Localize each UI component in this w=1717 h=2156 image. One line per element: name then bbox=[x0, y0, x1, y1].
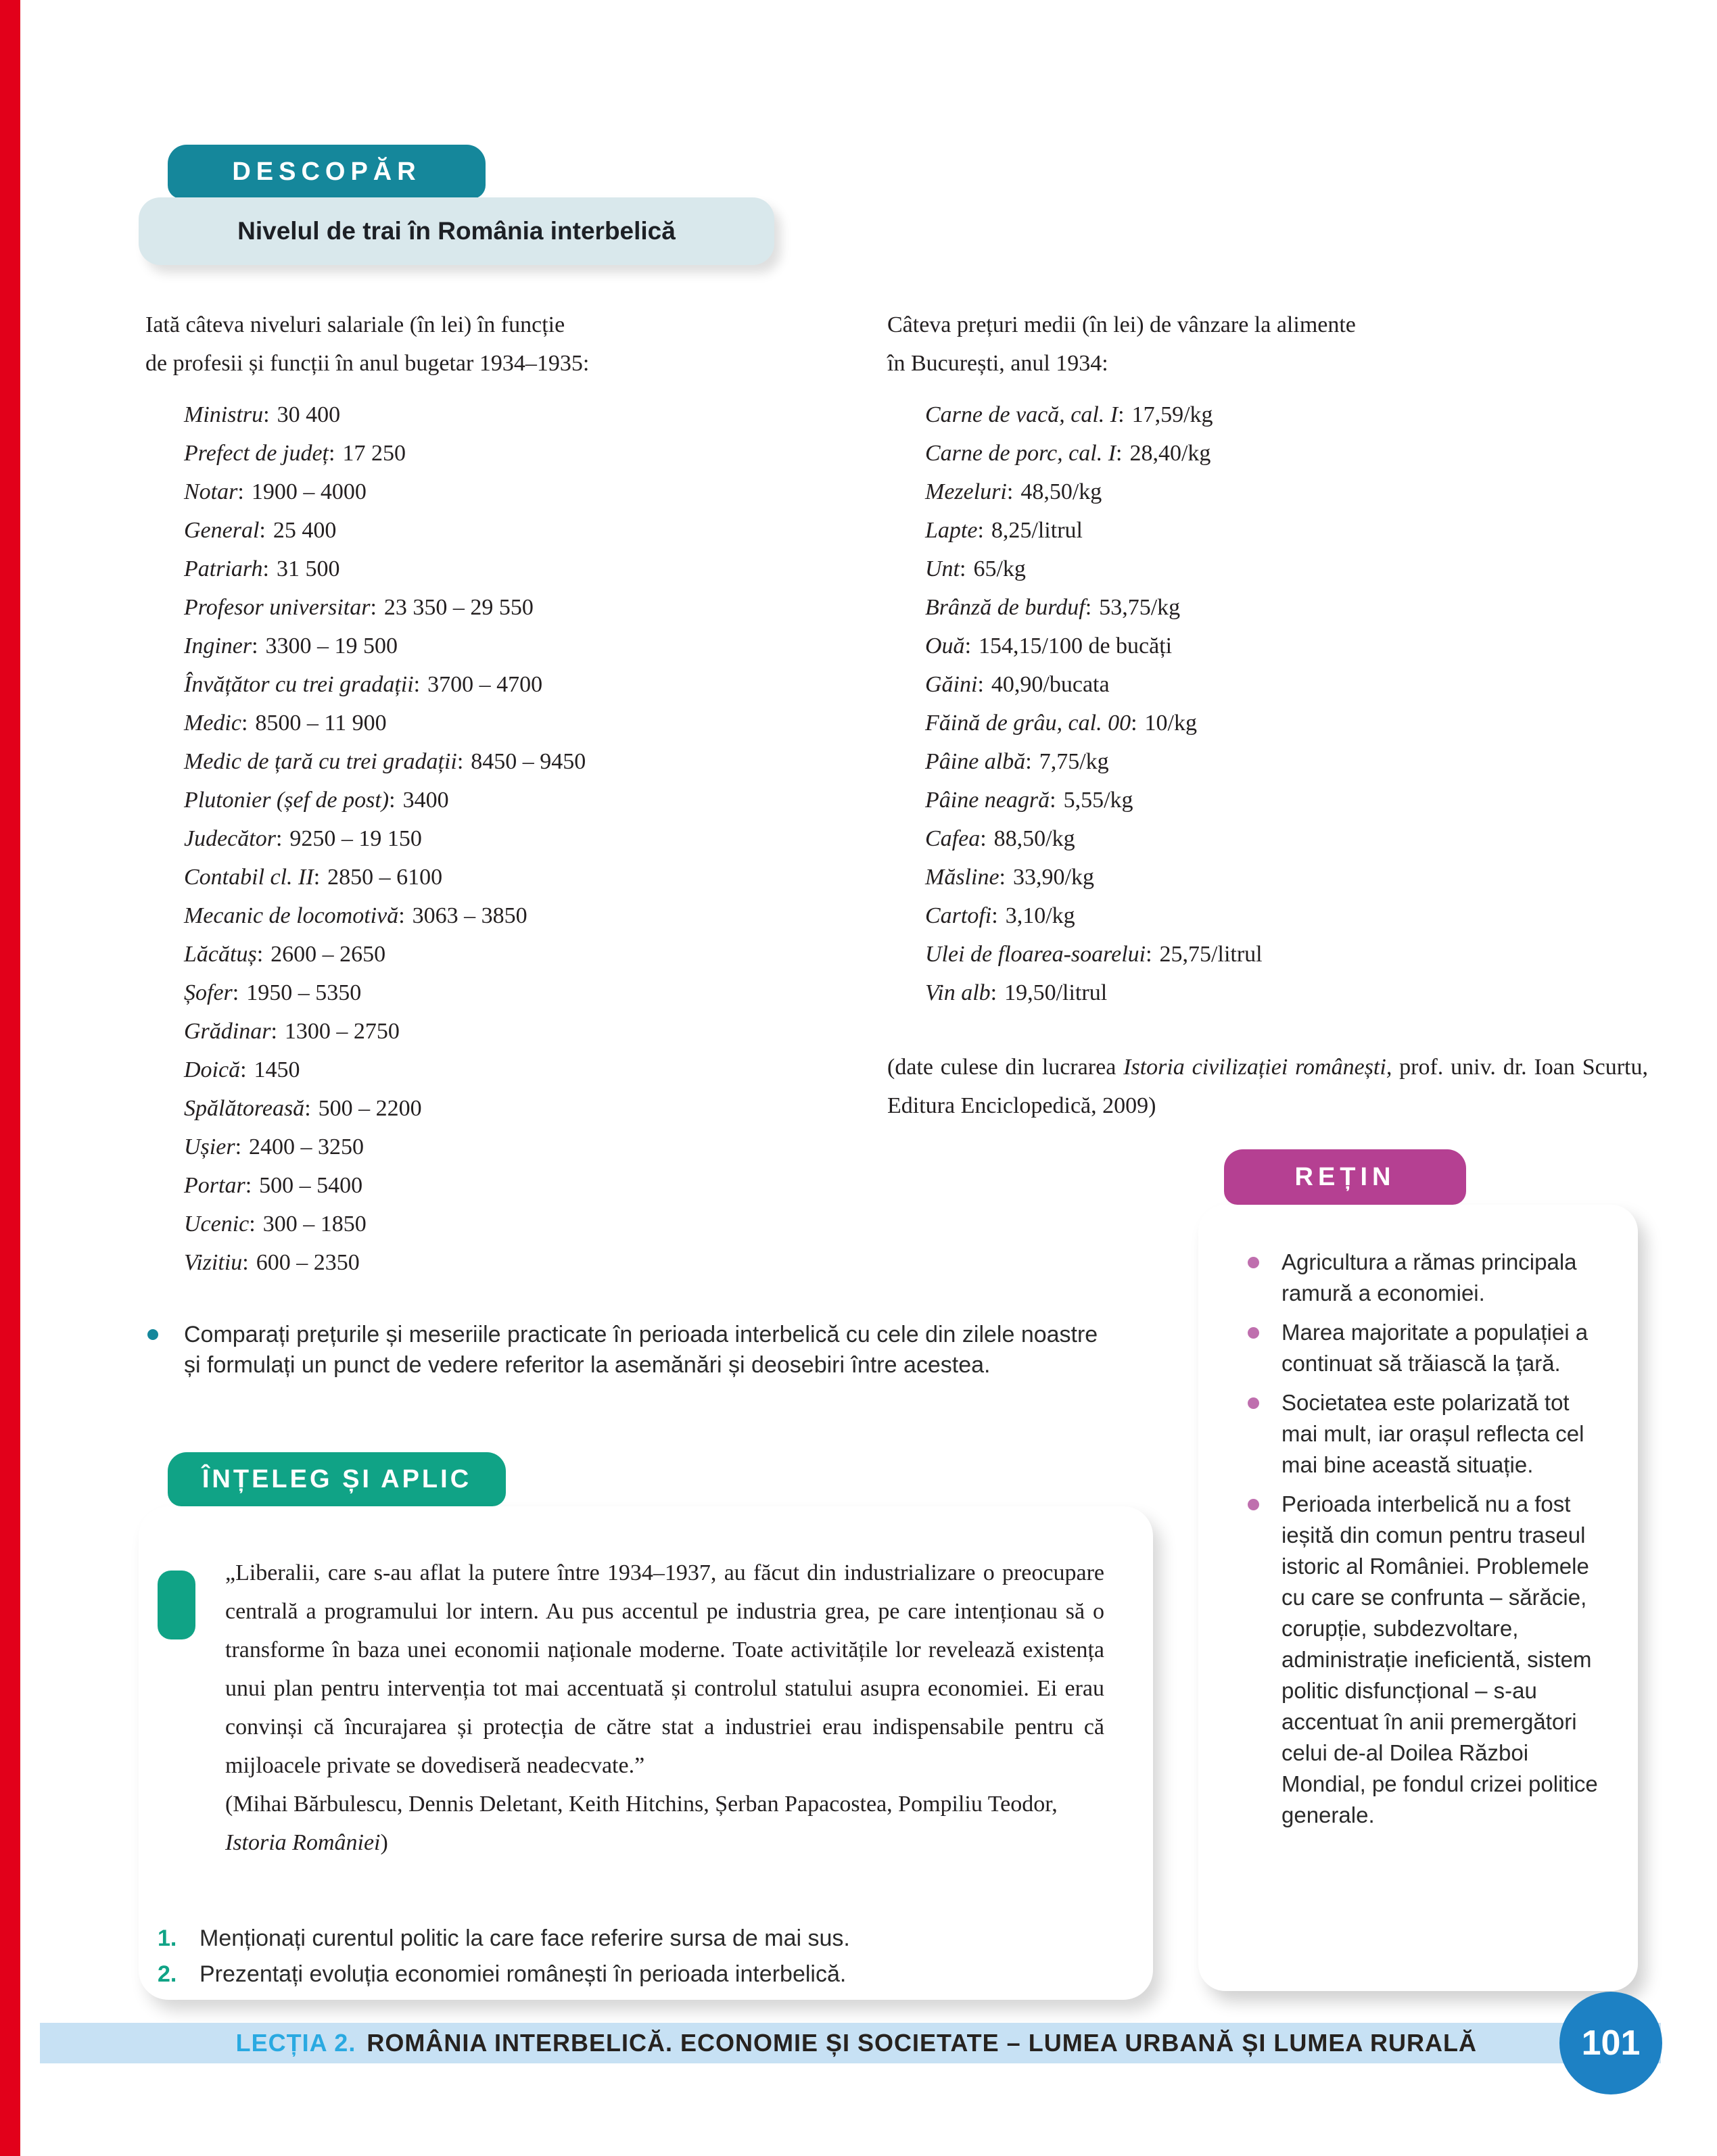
price-label: Carne de porc, cal. I bbox=[925, 441, 1116, 466]
salary-item bbox=[184, 1205, 586, 1243]
price-value: 40,90/bucata bbox=[991, 672, 1110, 697]
salary-value: 31 500 bbox=[276, 556, 340, 581]
separator: : bbox=[275, 826, 283, 851]
price-label: Brânză de burduf bbox=[925, 595, 1085, 620]
price-label: Unt bbox=[925, 556, 960, 581]
salary-item bbox=[184, 473, 586, 511]
salary-value: 500 – 5400 bbox=[259, 1173, 363, 1198]
separator: : bbox=[389, 788, 396, 813]
salary-item bbox=[184, 742, 586, 781]
price-label: Găini bbox=[925, 672, 978, 697]
salary-value: 1900 – 4000 bbox=[251, 479, 367, 504]
separator: : bbox=[991, 903, 998, 928]
salary-label: Mecanic de locomotivă bbox=[184, 903, 399, 928]
salary-label: Ucenic bbox=[184, 1212, 250, 1237]
separator: : bbox=[1116, 441, 1123, 466]
salary-label: Șofer bbox=[184, 980, 233, 1005]
salary-item bbox=[184, 627, 586, 665]
price-item bbox=[925, 781, 1263, 819]
separator: : bbox=[398, 903, 405, 928]
bullet-icon bbox=[147, 1329, 158, 1340]
price-label: Pâine albă bbox=[925, 749, 1026, 774]
separator: : bbox=[413, 672, 421, 697]
salary-value: 8450 – 9450 bbox=[471, 749, 586, 774]
salary-item bbox=[184, 550, 586, 588]
price-value: 154,15/100 de bucăți bbox=[979, 633, 1173, 658]
page-spine-bar bbox=[0, 0, 20, 2156]
salary-label: Medic de țară cu trei gradații bbox=[184, 749, 457, 774]
price-intro bbox=[887, 306, 1672, 383]
salary-label: Învățător cu trei gradații bbox=[184, 672, 414, 697]
lesson-label: LECȚIA 2. bbox=[235, 2029, 356, 2057]
separator: : bbox=[252, 633, 258, 658]
price-item bbox=[925, 473, 1263, 511]
quote-attribution bbox=[225, 1785, 1104, 1862]
discover-badge: DESCOPĂR bbox=[168, 145, 486, 199]
salary-item bbox=[184, 935, 586, 974]
separator: : bbox=[1025, 749, 1032, 774]
salary-item bbox=[184, 974, 586, 1012]
quote-attribution-close: ) bbox=[380, 1830, 388, 1855]
salary-item bbox=[184, 588, 586, 627]
salary-label: Judecător bbox=[184, 826, 276, 851]
price-item bbox=[925, 511, 1263, 550]
separator: : bbox=[964, 633, 972, 658]
quote-card bbox=[139, 1506, 1153, 2000]
salary-value: 300 – 1850 bbox=[262, 1212, 367, 1237]
price-item bbox=[925, 935, 1263, 974]
price-item bbox=[925, 896, 1263, 935]
price-value: 65/kg bbox=[973, 556, 1026, 581]
separator: : bbox=[263, 402, 270, 427]
salary-label: Medic bbox=[184, 711, 241, 736]
question-text: Menționați curentul politic la care face referire sursa de mai sus. bbox=[199, 1925, 850, 1951]
price-label: Ouă bbox=[925, 633, 965, 658]
salary-item bbox=[184, 858, 586, 896]
price-label: Lapte bbox=[925, 518, 978, 543]
separator: : bbox=[456, 749, 464, 774]
price-item bbox=[925, 742, 1263, 781]
price-item bbox=[925, 434, 1263, 473]
salary-label: Patriarh bbox=[184, 556, 263, 581]
price-label: Făină de grâu, cal. 00 bbox=[925, 711, 1131, 736]
salary-item bbox=[184, 1128, 586, 1166]
price-label: Cafea bbox=[925, 826, 981, 851]
salary-item bbox=[184, 665, 586, 704]
separator: : bbox=[313, 865, 321, 890]
price-label: Cartofi bbox=[925, 903, 992, 928]
price-value: 10/kg bbox=[1144, 711, 1197, 736]
separator: : bbox=[240, 1057, 247, 1082]
salary-value: 30 400 bbox=[277, 402, 341, 427]
salary-value: 3400 bbox=[402, 788, 449, 813]
separator: : bbox=[259, 518, 266, 543]
price-item bbox=[925, 550, 1263, 588]
salary-label: Prefect de județ bbox=[184, 441, 329, 466]
salary-value: 2850 – 6100 bbox=[327, 865, 443, 890]
price-value: 48,50/kg bbox=[1020, 479, 1102, 504]
salary-value: 1450 bbox=[254, 1057, 300, 1082]
salary-label: Doică bbox=[184, 1057, 241, 1082]
quote-marker-icon bbox=[158, 1571, 195, 1639]
salary-value: 3300 – 19 500 bbox=[265, 633, 398, 658]
separator: : bbox=[980, 826, 987, 851]
separator: : bbox=[999, 865, 1006, 890]
quote-body bbox=[225, 1554, 1104, 1862]
salary-item bbox=[184, 1166, 586, 1205]
price-value: 8,25/litrul bbox=[991, 518, 1083, 543]
separator: : bbox=[370, 595, 377, 620]
price-value: 33,90/kg bbox=[1013, 865, 1094, 890]
salary-label: Inginer bbox=[184, 633, 252, 658]
page-number-badge: 101 bbox=[1559, 1992, 1662, 2094]
question-row bbox=[158, 1959, 1118, 1990]
page-title: Nivelul de trai în România interbelică bbox=[139, 197, 774, 265]
salary-value: 600 – 2350 bbox=[256, 1250, 360, 1275]
salary-value: 500 – 2200 bbox=[318, 1096, 422, 1121]
retain-item: Marea majoritate a populației a continuat să trăiască la țară. bbox=[1281, 1317, 1605, 1379]
salary-value: 1300 – 2750 bbox=[284, 1019, 400, 1044]
separator: : bbox=[328, 441, 335, 466]
price-value: 53,75/kg bbox=[1099, 595, 1181, 620]
task-text: Comparați prețurile și meseriile practicate în perioada interbelică cu cele din zilele noastre și formulați un punct de vedere referitor la asemănări și deosebiri între acestea. bbox=[184, 1322, 1098, 1378]
retain-card bbox=[1198, 1205, 1638, 1991]
separator: : bbox=[271, 1019, 277, 1044]
separator: : bbox=[249, 1212, 256, 1237]
salary-item bbox=[184, 1051, 586, 1089]
salary-item bbox=[184, 396, 586, 434]
separator: : bbox=[242, 1250, 249, 1275]
separator: : bbox=[241, 711, 248, 736]
retain-badge: REȚIN bbox=[1224, 1149, 1466, 1205]
price-intro-line: Câteva prețuri medii (în lei) de vânzare la alimente bbox=[887, 312, 1356, 337]
separator: : bbox=[304, 1096, 311, 1121]
salary-label: Profesor universitar bbox=[184, 595, 371, 620]
salary-item bbox=[184, 434, 586, 473]
task-item bbox=[147, 1320, 1108, 1381]
price-item bbox=[925, 665, 1263, 704]
salary-item bbox=[184, 896, 586, 935]
retain-item: Societatea este polarizată tot mai mult, iar orașul reflecta cel mai bine această situație. bbox=[1281, 1387, 1605, 1481]
salary-value: 3700 – 4700 bbox=[427, 672, 543, 697]
salary-value: 2400 – 3250 bbox=[249, 1134, 364, 1159]
source-note-text: (date culese din lucrarea bbox=[887, 1055, 1124, 1080]
salary-label: Portar bbox=[184, 1173, 245, 1198]
salary-item bbox=[184, 1089, 586, 1128]
salary-item bbox=[184, 1243, 586, 1282]
salary-label: Ușier bbox=[184, 1134, 235, 1159]
source-note bbox=[887, 1048, 1648, 1125]
salary-list bbox=[184, 396, 586, 1282]
question-number: 1. bbox=[158, 1925, 177, 1951]
salary-value: 1950 – 5350 bbox=[246, 980, 362, 1005]
salary-label: Contabil cl. II bbox=[184, 865, 314, 890]
salary-intro bbox=[145, 306, 876, 383]
separator: : bbox=[1118, 402, 1125, 427]
salary-value: 3063 – 3850 bbox=[412, 903, 527, 928]
price-item bbox=[925, 858, 1263, 896]
separator: : bbox=[1131, 711, 1137, 736]
separator: : bbox=[960, 556, 966, 581]
salary-value: 9250 – 19 150 bbox=[289, 826, 422, 851]
salary-item bbox=[184, 704, 586, 742]
source-note-rest: prof. univ. dr. Ioan Scurtu, Editura Enciclopedică, 2009) bbox=[887, 1055, 1648, 1118]
price-value: 28,40/kg bbox=[1129, 441, 1211, 466]
price-label: Mezeluri bbox=[925, 479, 1007, 504]
quote-attribution-names: (Mihai Bărbulescu, Dennis Deletant, Keith Hitchins, Șerban Papacostea, Pompiliu Teodor, bbox=[225, 1792, 1058, 1817]
salary-label: General bbox=[184, 518, 260, 543]
salary-intro-line: Iată câteva niveluri salariale (în lei) în funcție bbox=[145, 312, 565, 337]
price-label: Măsline bbox=[925, 865, 999, 890]
price-value: 7,75/kg bbox=[1039, 749, 1109, 774]
price-label: Pâine neagră bbox=[925, 788, 1050, 813]
price-item bbox=[925, 819, 1263, 858]
salary-label: Vizitiu bbox=[184, 1250, 243, 1275]
separator: : bbox=[1146, 942, 1152, 967]
separator: : bbox=[1006, 479, 1014, 504]
separator: : bbox=[237, 479, 244, 504]
price-item bbox=[925, 704, 1263, 742]
price-value: 19,50/litrul bbox=[1004, 980, 1108, 1005]
separator: : bbox=[977, 672, 984, 697]
retain-item: Agricultura a rămas principala ramură a economiei. bbox=[1281, 1247, 1605, 1309]
price-list bbox=[925, 396, 1263, 1012]
price-item bbox=[925, 974, 1263, 1012]
salary-label: Notar bbox=[184, 479, 238, 504]
footer-bar bbox=[40, 2023, 1661, 2063]
salary-value: 17 250 bbox=[342, 441, 406, 466]
separator: : bbox=[990, 980, 997, 1005]
retain-item: Perioada interbelică nu a fost ieșită din comun pentru traseul istoric al României. Problemele cu care se confrunta – sărăcie, corupție, subdezvoltare, administrație ineficientă, sistem politic disfuncțional – s-au accentuat în anii premergători celui de-al Doilea Război Mondial, pe fondul crizei politice generale. bbox=[1281, 1489, 1605, 1831]
price-label: Ulei de floarea-soarelui bbox=[925, 942, 1146, 967]
salary-intro-line: de profesii și funcții în anul bugetar 1934–1935: bbox=[145, 351, 590, 376]
salary-value: 8500 – 11 900 bbox=[255, 711, 387, 736]
price-value: 5,55/kg bbox=[1063, 788, 1133, 813]
salary-label: Ministru bbox=[184, 402, 264, 427]
retain-list bbox=[1281, 1247, 1605, 1839]
separator: : bbox=[245, 1173, 252, 1198]
separator: : bbox=[235, 1134, 242, 1159]
separator: : bbox=[256, 942, 264, 967]
salary-item bbox=[184, 1012, 586, 1051]
price-intro-line: în București, anul 1934: bbox=[887, 351, 1108, 376]
question-row bbox=[158, 1923, 1118, 1955]
price-value: 25,75/litrul bbox=[1159, 942, 1263, 967]
apply-badge: ÎNȚELEG ȘI APLIC bbox=[168, 1452, 506, 1506]
source-note-title: Istoria civilizației românești, bbox=[1123, 1055, 1392, 1080]
price-item bbox=[925, 588, 1263, 627]
salary-label: Lăcătuș bbox=[184, 942, 257, 967]
salary-label: Spălătoreasă bbox=[184, 1096, 305, 1121]
salary-item bbox=[184, 819, 586, 858]
price-value: 17,59/kg bbox=[1131, 402, 1213, 427]
separator: : bbox=[262, 556, 269, 581]
quote-attribution-title: Istoria României bbox=[225, 1830, 381, 1855]
salary-value: 25 400 bbox=[273, 518, 337, 543]
price-item bbox=[925, 396, 1263, 434]
separator: : bbox=[977, 518, 984, 543]
separator: : bbox=[1050, 788, 1056, 813]
salary-label: Plutonier (șef de post) bbox=[184, 788, 390, 813]
price-item bbox=[925, 627, 1263, 665]
price-value: 88,50/kg bbox=[993, 826, 1075, 851]
question-text: Prezentați evoluția economiei românești în perioada interbelică. bbox=[199, 1961, 847, 1987]
salary-item bbox=[184, 781, 586, 819]
quote-text: „Liberalii, care s-au aflat la putere între 1934–1937, au făcut din industrializare o preocupare centrală a programului lor intern. Au pus accentul pe industria grea, pe care intenționau să o transforme în baza unei economii naționale moderne. Toate activitățile lor revelează existența unui plan pentru intervenția tot mai accentuată și controlul statului asupra economiei. Ei erau convinși că încurajarea și protecția de către stat a industriei erau indispensabile pentru că mijloacele private se dovediseră neadecvate.” bbox=[225, 1560, 1104, 1778]
question-number: 2. bbox=[158, 1961, 177, 1987]
salary-value: 2600 – 2650 bbox=[271, 942, 386, 967]
salary-label: Grădinar bbox=[184, 1019, 271, 1044]
separator: : bbox=[1085, 595, 1092, 620]
question-list bbox=[158, 1923, 1118, 1994]
lesson-title: ROMÂNIA INTERBELICĂ. ECONOMIE ȘI SOCIETATE – LUMEA URBANĂ ȘI LUMEA RURALĂ bbox=[367, 2029, 1477, 2057]
salary-value: 23 350 – 29 550 bbox=[383, 595, 534, 620]
salary-item bbox=[184, 511, 586, 550]
price-label: Carne de vacă, cal. I bbox=[925, 402, 1119, 427]
price-value: 3,10/kg bbox=[1005, 903, 1075, 928]
price-label: Vin alb bbox=[925, 980, 991, 1005]
separator: : bbox=[232, 980, 239, 1005]
